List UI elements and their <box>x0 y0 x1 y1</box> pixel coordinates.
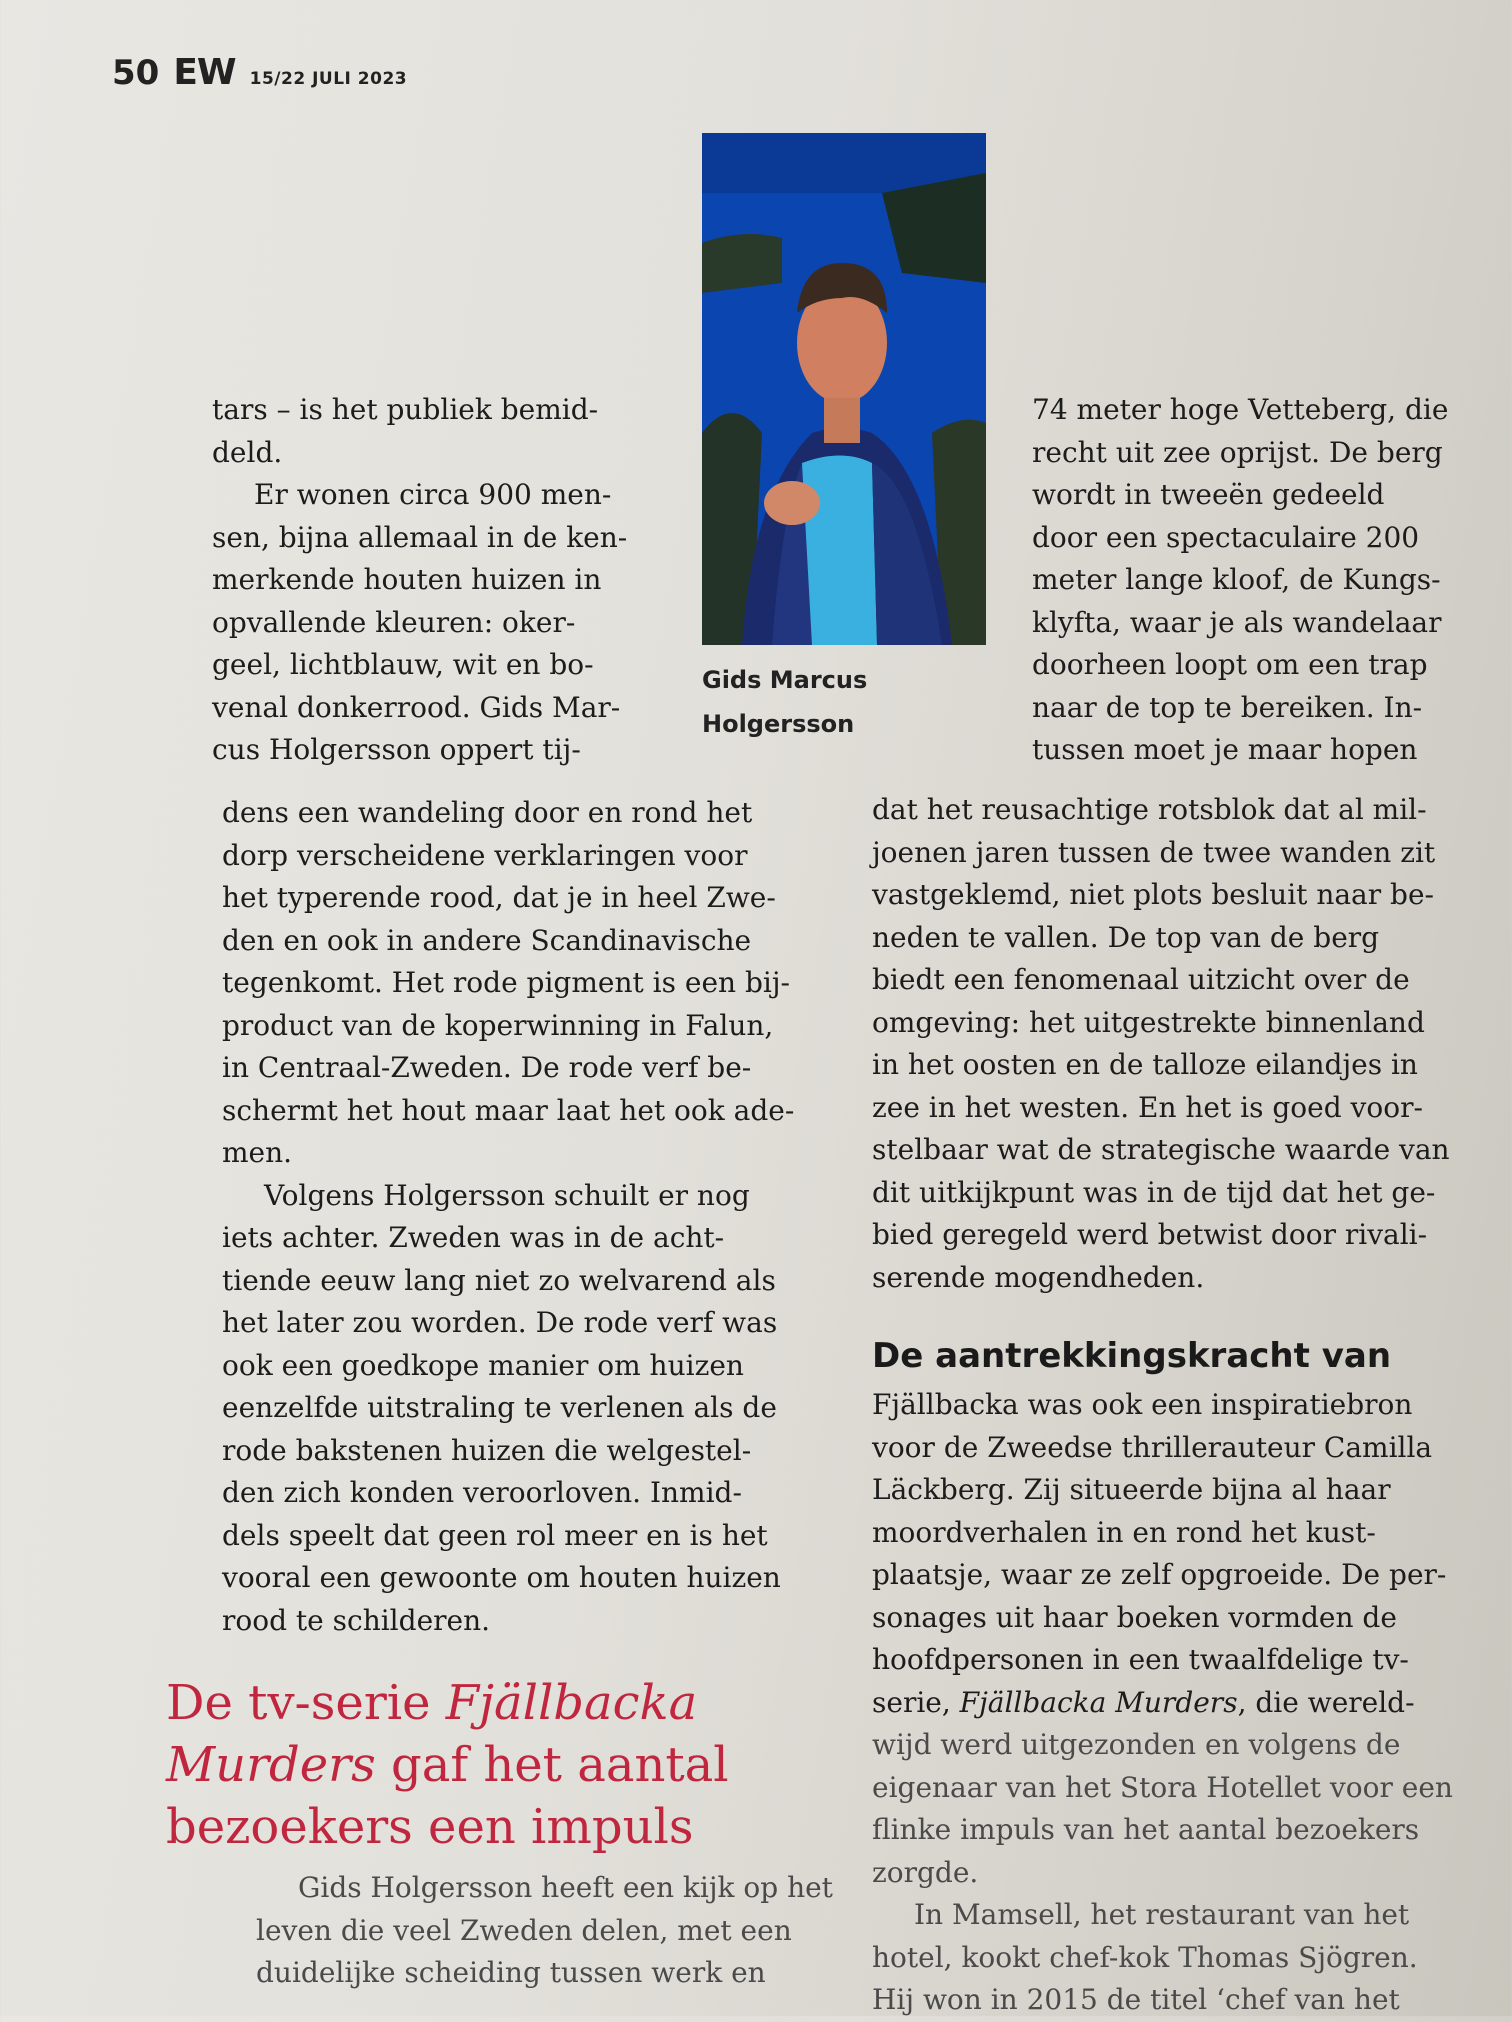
text-line: dels speelt dat geen rol meer en is het <box>222 1518 768 1552</box>
right-column-lower <box>872 1384 1492 2022</box>
text-line: Volgens Holgersson schuilt er nog <box>264 1178 750 1212</box>
text-line: vooral een gewoonte om houten huizen <box>222 1561 781 1594</box>
text-line: klyfta, waar je als wandelaar <box>1032 605 1442 639</box>
text-line: wordt in tweeën gedeeld <box>1032 478 1385 511</box>
photo-caption <box>702 658 922 746</box>
text-line: iets achter. Zweden was in de acht- <box>222 1221 725 1254</box>
text-line: stelbaar wat de strategische waarde van <box>872 1133 1450 1166</box>
left-column-wide <box>222 792 822 1642</box>
issue-date: 15/22 JULI 2023 <box>249 69 408 89</box>
text-line: tars – is het publiek bemid- <box>212 393 599 426</box>
text-line: den zich konden veroorloven. Inmid- <box>222 1476 742 1509</box>
text-line: Läckberg. Zij situeerde bijna al haar <box>872 1473 1391 1506</box>
caption-line: Holgersson <box>702 710 855 738</box>
paragraph <box>212 517 682 772</box>
page-header <box>112 52 407 93</box>
text-line: voor de Zweedse thrillerauteur Camilla <box>872 1430 1433 1464</box>
text-line: serie, <box>872 1685 960 1719</box>
text-line: sonages uit haar boeken vormden de <box>872 1600 1397 1634</box>
text-line: Er wonen circa 900 men- <box>254 478 612 511</box>
text-line: , die wereld- <box>1237 1685 1415 1719</box>
text-line: in het oosten en de talloze eilandjes in <box>872 1048 1418 1081</box>
text-line: dit uitkijkpunt was in de tijd dat het ge- <box>872 1175 1436 1209</box>
text-line: neden te vallen. De top van de berg <box>872 920 1380 954</box>
left-column-narrow <box>212 389 682 772</box>
guide-photo <box>702 133 986 645</box>
text-line: dens een wandeling door en rond het <box>222 796 753 829</box>
text-line: eenzelfde uitstraling te verlenen als de <box>222 1391 777 1424</box>
pull-quote <box>166 1672 786 1858</box>
text-line: zee in het westen. En het is goed voor- <box>872 1090 1423 1124</box>
text-line: In Mamsell, het restaurant van het <box>914 1898 1410 1931</box>
text-line: opvallende kleuren: oker- <box>212 605 576 639</box>
text-line: tegenkomt. Het rode pigment is een bij- <box>222 966 790 999</box>
paragraph <box>256 1867 856 1995</box>
text-line: serende mogendheden. <box>872 1260 1205 1294</box>
text-line: 74 meter hoge Vetteberg, die <box>1032 393 1449 426</box>
text-line: deld. <box>212 435 283 469</box>
text-line: bied geregeld werd betwist door rivali- <box>872 1218 1428 1251</box>
paragraph <box>222 1175 822 1643</box>
text-line: eigenaar van het Stora Hotellet voor een <box>872 1770 1453 1804</box>
text-line: venal donkerrood. Gids Mar- <box>212 690 621 724</box>
text-line: recht uit zee oprijst. De berg <box>1032 435 1443 469</box>
text-line: Gids Holgersson heeft een kijk op het <box>298 1871 833 1904</box>
quote-italic: Murders <box>166 1737 376 1793</box>
text-line: het later zou worden. De rode verf was <box>222 1306 778 1339</box>
text-line: hoofdpersonen in een twaalfdelige tv- <box>872 1643 1409 1676</box>
text-line: meter lange kloof, de Kungs- <box>1032 563 1441 596</box>
paragraph <box>872 1384 1492 1894</box>
text-line: leven die veel Zweden delen, met een <box>256 1913 792 1947</box>
text-line: omgeving: het uitgestrekte binnenland <box>872 1005 1425 1039</box>
text-line: ook een goedkope manier om huizen <box>222 1348 744 1382</box>
text-line: men. <box>222 1136 293 1169</box>
text-line: rood te schilderen. <box>222 1603 491 1637</box>
quote-text: bezoekers een impuls <box>166 1799 694 1855</box>
text-line: biedt een fenomenaal uitzicht over de <box>872 963 1410 996</box>
text-line: naar de top te bereiken. In- <box>1032 690 1423 724</box>
paragraph <box>212 389 682 474</box>
quote-text: De tv-serie <box>166 1675 446 1731</box>
right-column-narrow <box>1032 389 1502 772</box>
text-line: dorp verscheidene verklaringen voor <box>222 838 748 872</box>
text-line: product van de koperwinning in Falun, <box>222 1008 774 1042</box>
text-line: Hij won in 2015 de titel ‘chef van het <box>872 1983 1400 2016</box>
text-line: doorheen loopt om een trap <box>1032 648 1428 681</box>
text-line: joenen jaren tussen de twee wanden zit <box>872 835 1436 869</box>
text-line: plaatsje, waar ze zelf opgroeide. De per- <box>872 1558 1447 1591</box>
text-line: merkende houten huizen in <box>212 563 602 596</box>
text-line: het typerende rood, dat je in heel Zwe- <box>222 881 776 914</box>
paragraph <box>872 1894 1492 2022</box>
paragraph <box>1032 389 1502 772</box>
text-line: hotel, kookt chef-kok Thomas Sjögren. <box>872 1940 1418 1974</box>
text-line: schermt het hout maar laat het ook ade- <box>222 1093 795 1127</box>
text-line: tussen moet je maar hopen <box>1032 733 1418 766</box>
text-line: moordverhalen in en rond het kust- <box>872 1515 1376 1549</box>
left-column-bottom <box>256 1867 856 1995</box>
right-column-wide <box>872 789 1492 1299</box>
section-subheading: De aantrekkingskracht van <box>872 1336 1392 1376</box>
text-line: cus Holgersson oppert tij- <box>212 733 581 766</box>
text-line: flinke impuls van het aantal bezoekers <box>872 1813 1420 1846</box>
paragraph <box>222 792 822 1175</box>
text-line: vastgeklemd, niet plots besluit naar be- <box>872 878 1434 911</box>
quote-italic: Fjällbacka <box>445 1675 698 1731</box>
series-title: Fjällbacka Murders <box>959 1685 1238 1719</box>
text-line: dat het reusachtige rotsblok dat al mil- <box>872 793 1427 826</box>
text-line: wijd werd uitgezonden en volgens de <box>872 1728 1401 1761</box>
text-line: in Centraal-Zweden. De rode verf be- <box>222 1051 752 1084</box>
text-line: den en ook in andere Scandinavische <box>222 923 752 957</box>
paragraph <box>872 789 1492 1299</box>
paragraph <box>212 474 682 517</box>
page-number: 50 <box>112 53 160 93</box>
text-line: Fjällbacka was ook een inspiratiebron <box>872 1388 1413 1421</box>
text-line: zorgde. <box>872 1855 979 1889</box>
text-line: rode bakstenen huizen die welgestel- <box>222 1433 752 1467</box>
guide-photo-illustration <box>702 133 986 645</box>
text-line: tiende eeuw lang niet zo welvarend als <box>222 1263 776 1297</box>
text-line: geel, lichtblauw, wit en bo- <box>212 648 594 681</box>
quote-text: gaf het aantal <box>375 1737 729 1793</box>
caption-line: Gids Marcus <box>702 666 868 694</box>
text-line: duidelijke scheiding tussen werk en <box>256 1956 766 1989</box>
text-line: door een spectaculaire 200 <box>1032 520 1420 554</box>
text-line: sen, bijna allemaal in de ken- <box>212 520 628 554</box>
magazine-logo: EW <box>173 52 236 93</box>
